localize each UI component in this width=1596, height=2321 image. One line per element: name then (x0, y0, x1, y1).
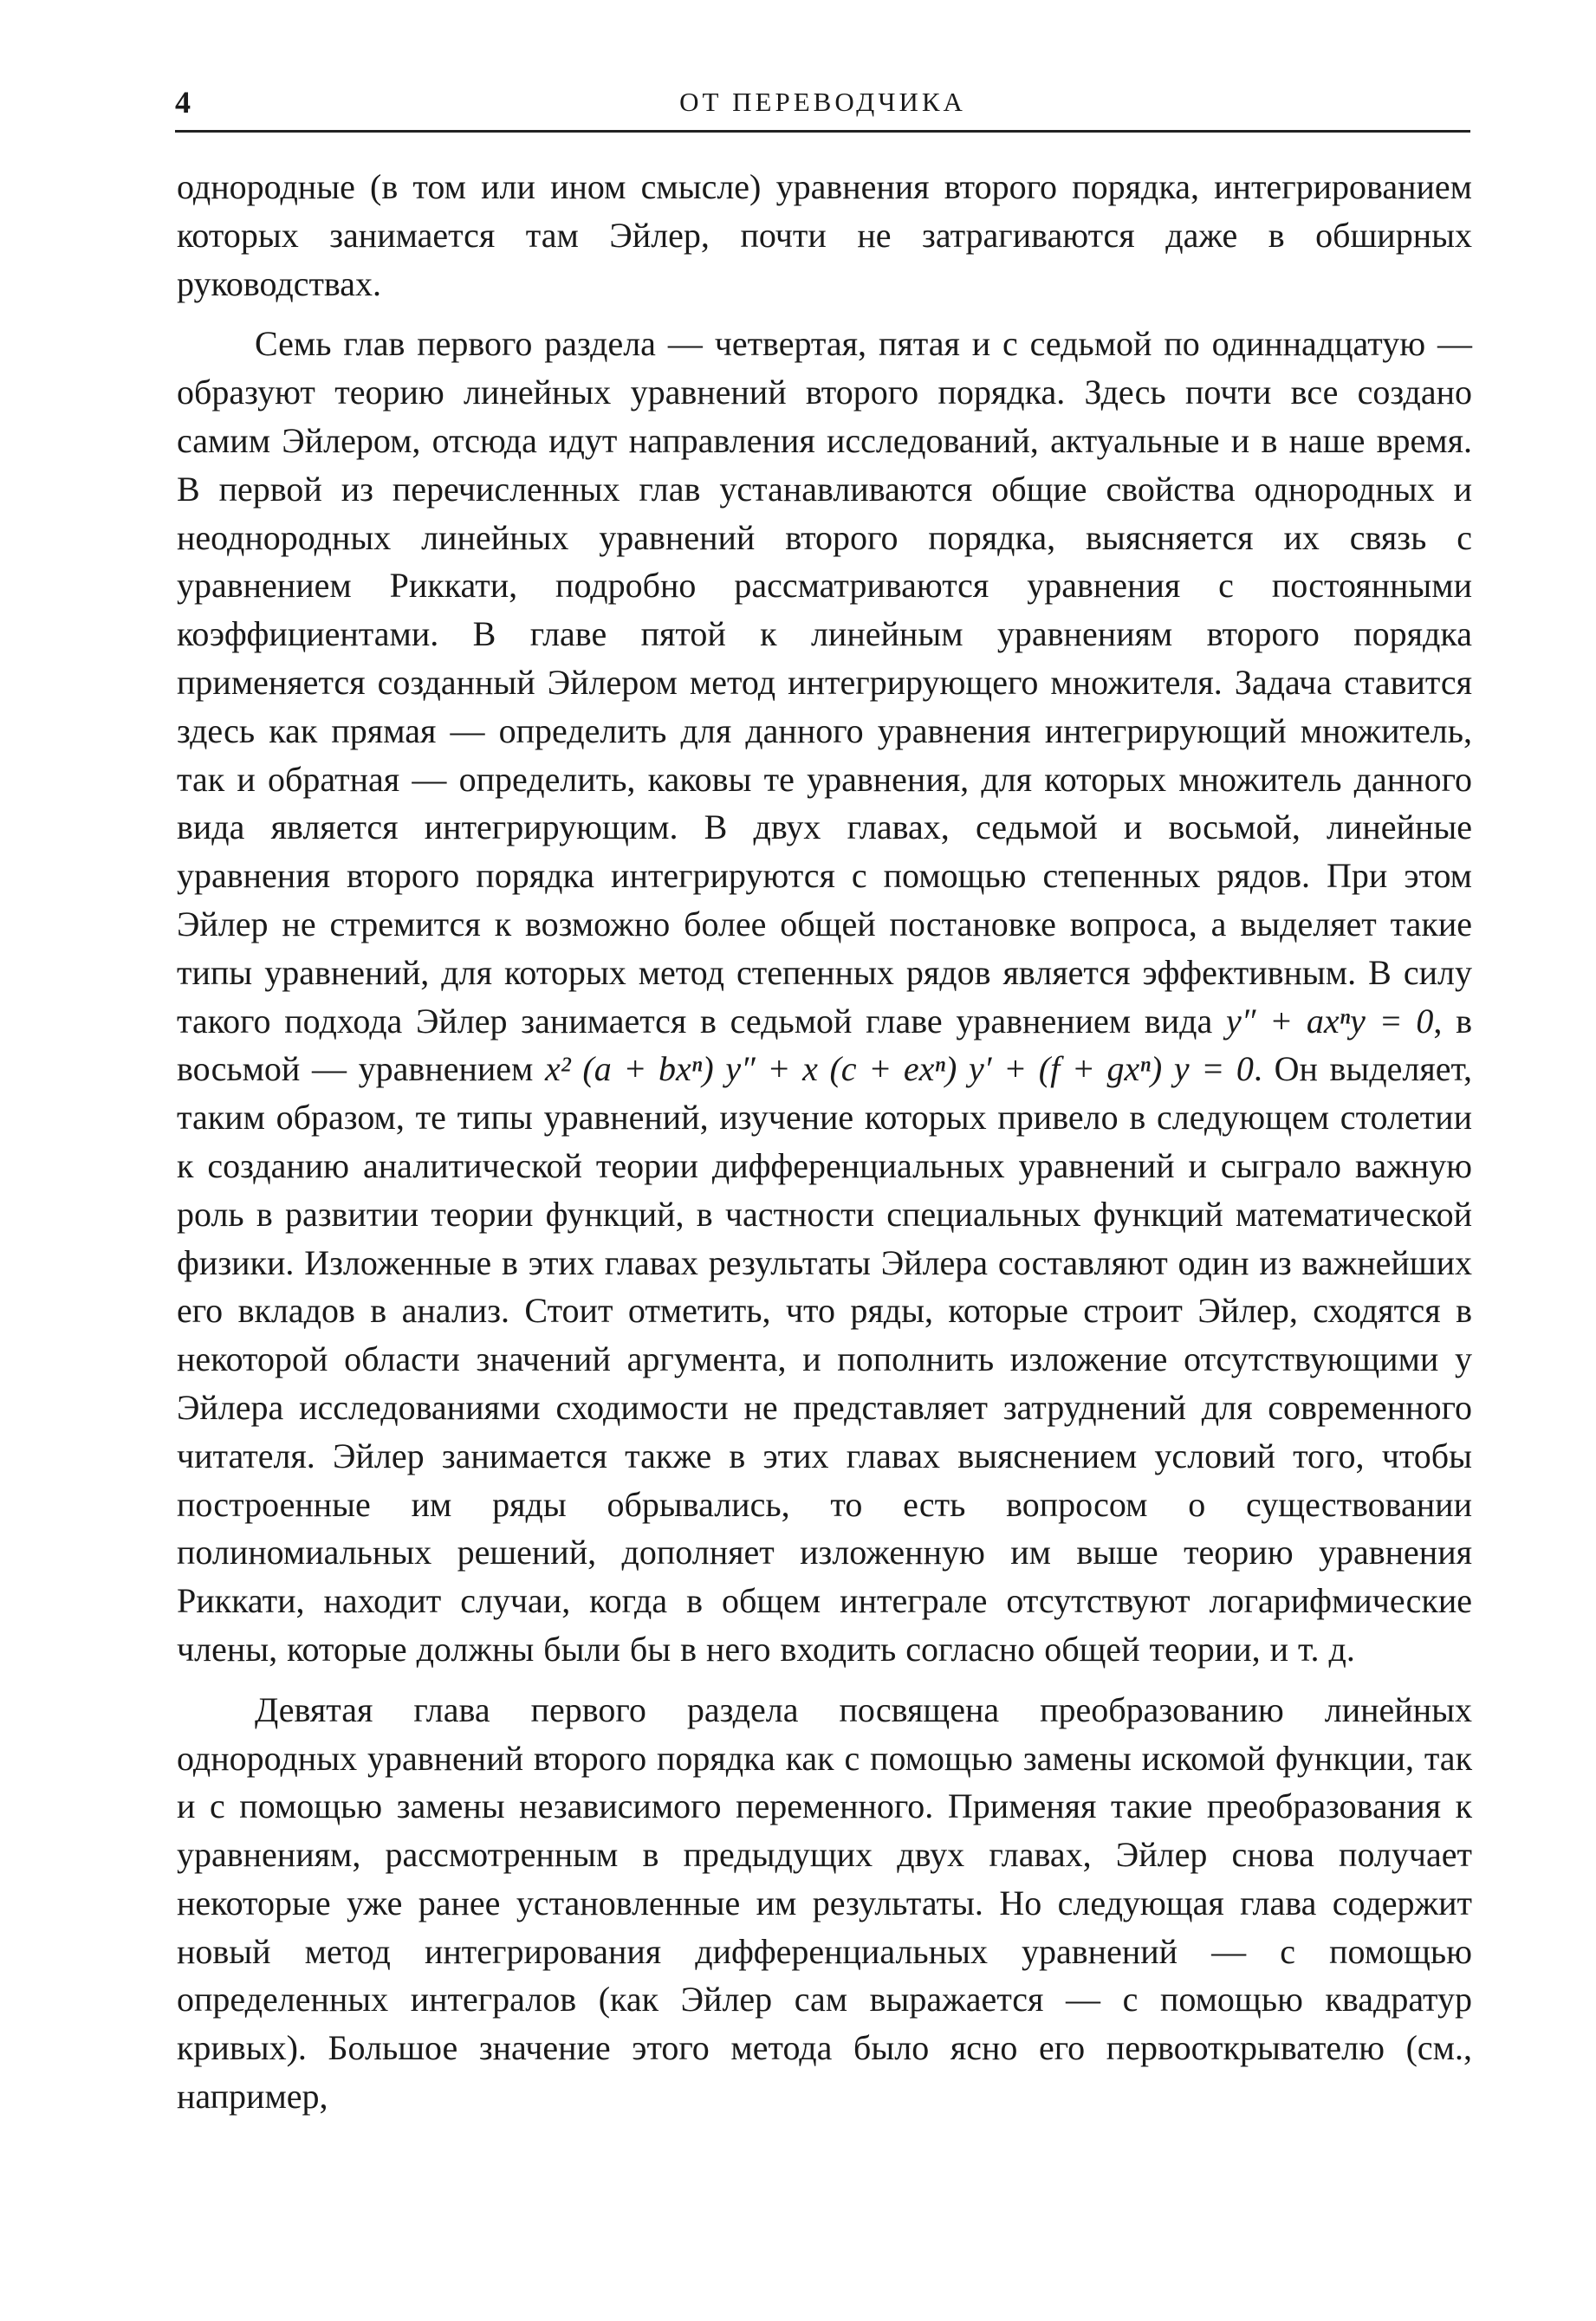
paragraph-1-text: однородные (в том или ином смысле) уравнения второго порядка, интегрированием которых занимается там Эйлер, почти не затрагиваются даже в обширных руководствах. (177, 167, 1472, 303)
equation-first-order-form: y″ + axⁿy = 0 (1225, 1001, 1434, 1041)
paragraph-3-text: Девятая глава первого раздела посвящена преобразованию линейных однородных уравнений второго порядка как с помощью замены искомой функции, так и с помощью замены независимого переменного. Применяя такие преобразования к уравнениям, рассмотренным в предыдущих двух главах, Эйлер снова получает некоторые уже ранее установленные им результаты. Но следующая глава содержит новый метод интегрирования дифференциальных уравнений — с помощью определенных интегралов (как Эйлер сам выражается — с помощью квадратур кривых). Большое значение этого метода было ясно его первооткрывателю (см., например, (177, 1689, 1472, 2117)
paragraph-3 (177, 1686, 1472, 2121)
header-rule (175, 130, 1470, 133)
equation-general-form: x² (a + bxⁿ) y″ + x (c + exⁿ) y′ + (f + gxⁿ) y = 0 (544, 1049, 1254, 1089)
page-number: 4 (175, 85, 191, 120)
body-text (177, 163, 1472, 2121)
running-title: ОТ ПЕРЕВОДЧИКА (679, 87, 966, 117)
paragraph-2 (177, 320, 1472, 1673)
paragraph-2-text-start: Семь глав первого раздела — четвертая, пятая и с седьмой по одиннадцатую — образуют теорию линейных уравнений второго порядка. Здесь почти все создано самим Эйлером, отсюда идут направления исследований, актуальные и в наше время. В первой из перечисленных глав устанавливаются общие свойства однородных и неоднородных линейных уравнений второго порядка, выясняется их связь с уравнением Риккати, подробно рассматриваются уравнения с постоянными коэффициентами. В главе пятой к линейным уравнениям второго порядка применяется созданный Эйлером метод интегрирующего множителя. Задача ставится здесь как прямая — определить для данного уравнения интегрирующий множитель, так и обратная — определить, каковы те уравнения, для которых множитель данного вида является интегрирующим. В двух главах, седьмой и восьмой, линейные уравнения второго порядка интегрируются с помощью степенных рядов. При этом Эйлер не стремится к возможно более общей постановке вопроса, а выделяет такие типы уравнений, для которых метод степенных рядов является эффективным. В силу такого подхода Эйлер занимается в седьмой главе уравнением вида (177, 324, 1472, 1041)
paragraph-2-text-end: . Он выделяет, таким образом, те типы уравнений, изучение которых привело в следующем столетии к созданию аналитической теории дифференциальных уравнений и сыграло важную роль в развитии теории функций, в частности специальных функций математической физики. Изложенные в этих главах результаты Эйлера составляют один из важнейших его вкладов в анализ. Стоит отметить, что ряды, которые строит Эйлер, сходятся в некоторой области значений аргумента, и пополнить изложение отсутствующими у Эйлера исследованиями сходимости не представляет затруднений для современного читателя. Эйлер занимается также в этих главах выяснением условий того, чтобы построенные им ряды обрывались, то есть вопросом о существовании полиномиальных решений, дополняет изложенную им выше теорию уравнения Риккати, находит случаи, когда в общем интеграле отсутствуют логарифмические члены, которые должны были бы в него входить согласно общей теории, и т. д. (177, 1049, 1472, 1669)
page-header (175, 83, 1470, 133)
paragraph-2-text-middle: , в восьмой — уравнением (177, 1001, 1473, 1089)
paragraph-1 (177, 163, 1472, 308)
